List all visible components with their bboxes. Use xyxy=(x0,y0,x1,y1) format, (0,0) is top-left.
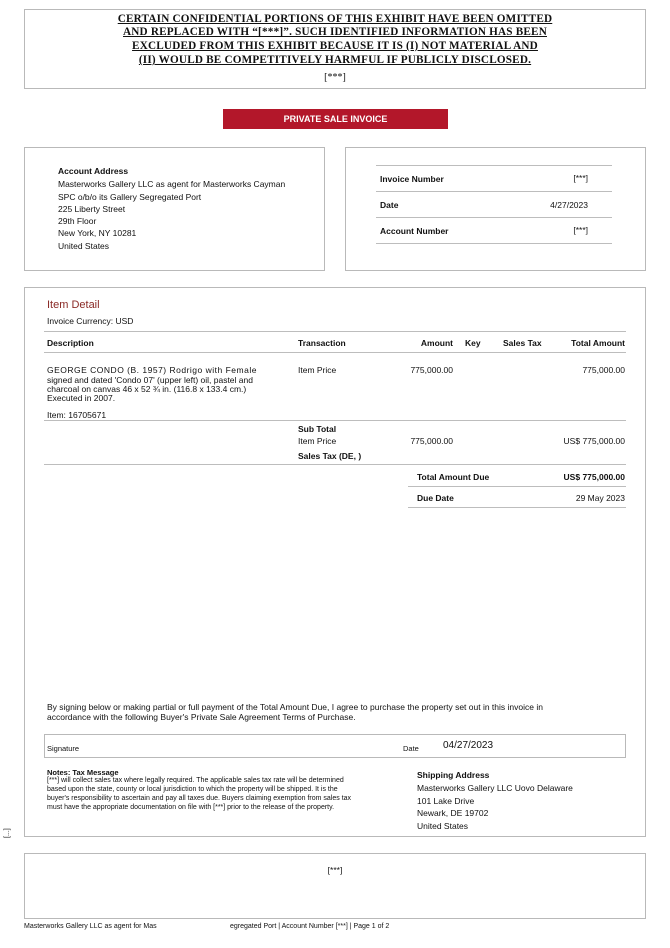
item-detail-title: Item Detail xyxy=(47,299,100,311)
bottom-redaction: [***] xyxy=(327,865,343,875)
divider xyxy=(376,165,612,166)
item-description-line: Executed in 2007. xyxy=(47,393,116,403)
account-address-line: New York, NY 10281 xyxy=(58,228,137,238)
bottom-redaction-box xyxy=(24,853,646,919)
shipping-address-line: 101 Lake Drive xyxy=(417,796,475,806)
notice-line-3: EXCLUDED FROM THIS EXHIBIT BECAUSE IT IS (I) NOT MATERIAL AND xyxy=(132,40,538,52)
account-address-line: SPC o/b/o its Gallery Segregated Port xyxy=(58,192,202,202)
notice-line-2: AND REPLACED WITH “[***]”. SUCH IDENTIFIED INFORMATION HAS BEEN xyxy=(123,26,547,38)
item-amount: 775,000.00 xyxy=(410,365,453,375)
agreement-text-line: accordance with the following Buyer's Private Sale Agreement Terms of Purchase. xyxy=(47,712,356,722)
date-value: 4/27/2023 xyxy=(550,200,588,210)
col-sales-tax: Sales Tax xyxy=(503,338,542,348)
divider xyxy=(44,352,626,353)
divider xyxy=(44,331,626,332)
side-redaction-mark: [...] xyxy=(4,828,11,838)
item-number: Item: 16705671 xyxy=(47,410,107,420)
account-number-value: [***] xyxy=(573,225,588,235)
account-address-line: United States xyxy=(58,241,110,251)
divider xyxy=(376,217,612,218)
account-address-title: Account Address xyxy=(58,166,129,176)
invoice-number-value: [***] xyxy=(573,173,588,183)
tax-notes-line: buyer's responsibility to ascertain and pay all taxes due. Buyers claiming exemption from sales tax xyxy=(47,795,352,802)
shipping-address-title: Shipping Address xyxy=(417,770,490,780)
shipping-address-line: United States xyxy=(417,821,469,831)
agreement-text-line: By signing below or making partial or full payment of the Total Amount Due, I agree to purchase the property set out in this invoice in xyxy=(47,702,543,712)
date-label: Date xyxy=(380,200,399,210)
sales-tax-label: Sales Tax (DE, ) xyxy=(298,451,362,461)
invoice-currency: Invoice Currency: USD xyxy=(47,316,134,326)
item-description-line: signed and dated 'Condo 07' (upper left) oil, pastel and xyxy=(47,375,253,385)
account-address-line: 225 Liberty Street xyxy=(58,204,126,214)
tax-notes-line: based upon the state, county or local jurisdiction to which the property will be shipped. It is the xyxy=(47,786,338,793)
divider xyxy=(408,507,626,508)
item-transaction: Item Price xyxy=(298,365,337,375)
signature-date-label: Date xyxy=(403,744,419,753)
col-amount: Amount xyxy=(420,338,453,348)
footer-left: Masterworks Gallery LLC as agent for Mas xyxy=(24,923,157,930)
due-date-value: 29 May 2023 xyxy=(575,493,625,503)
total-amount-due-value: US$ 775,000.00 xyxy=(563,472,625,482)
col-description: Description xyxy=(47,338,94,348)
subtotal-label: Sub Total xyxy=(298,424,337,434)
col-total-amount: Total Amount xyxy=(571,338,625,348)
notice-line-4: (II) WOULD BE COMPETITIVELY HARMFUL IF PUBLICLY DISCLOSED. xyxy=(138,54,532,66)
subtotal-transaction: Item Price xyxy=(298,436,337,446)
col-transaction: Transaction xyxy=(298,338,346,348)
notice-line-1: CERTAIN CONFIDENTIAL PORTIONS OF THIS EXHIBIT HAVE BEEN OMITTED xyxy=(117,13,553,25)
due-date-label: Due Date xyxy=(417,493,454,503)
tax-notes-line: must have the appropriate documentation on file with [***] prior to the release of the property. xyxy=(47,804,335,811)
account-address-line: Masterworks Gallery LLC as agent for Masterworks Cayman xyxy=(58,179,286,189)
item-total: 775,000.00 xyxy=(582,365,625,375)
subtotal-total: US$ 775,000.00 xyxy=(563,436,625,446)
total-amount-due-label: Total Amount Due xyxy=(417,472,490,482)
account-address-line: 29th Floor xyxy=(58,216,97,226)
divider xyxy=(44,464,626,465)
item-description-line: GEORGE CONDO (B. 1957) Rodrigo with Female xyxy=(47,365,257,375)
private-sale-invoice-banner: PRIVATE SALE INVOICE xyxy=(223,109,448,129)
divider xyxy=(44,420,626,421)
shipping-address-line: Masterworks Gallery LLC Uovo Delaware xyxy=(417,783,573,793)
invoice-number-label: Invoice Number xyxy=(380,174,444,184)
tax-notes-line: [***] will collect sales tax where legally required. The applicable sales tax rate will be determined xyxy=(47,777,344,784)
notice-redaction: [***] xyxy=(324,72,346,83)
signature-date-value[interactable]: 04/27/2023 xyxy=(443,740,494,751)
divider xyxy=(376,191,612,192)
divider xyxy=(408,486,626,487)
item-description-line: charcoal on canvas 46 x 52 ¾ in. (116.8 x 133.4 cm.) xyxy=(47,384,247,394)
account-number-label: Account Number xyxy=(380,226,449,236)
signature-label: Signature xyxy=(47,744,80,753)
signature-field[interactable] xyxy=(100,738,390,754)
subtotal-amount: 775,000.00 xyxy=(410,436,453,446)
tax-notes-title: Notes: Tax Message xyxy=(47,768,119,777)
footer-right: egregated Port | Account Number [***] | Page 1 of 2 xyxy=(230,923,390,930)
shipping-address-line: Newark, DE 19702 xyxy=(417,808,489,818)
col-key: Key xyxy=(465,338,481,348)
divider xyxy=(376,243,612,244)
